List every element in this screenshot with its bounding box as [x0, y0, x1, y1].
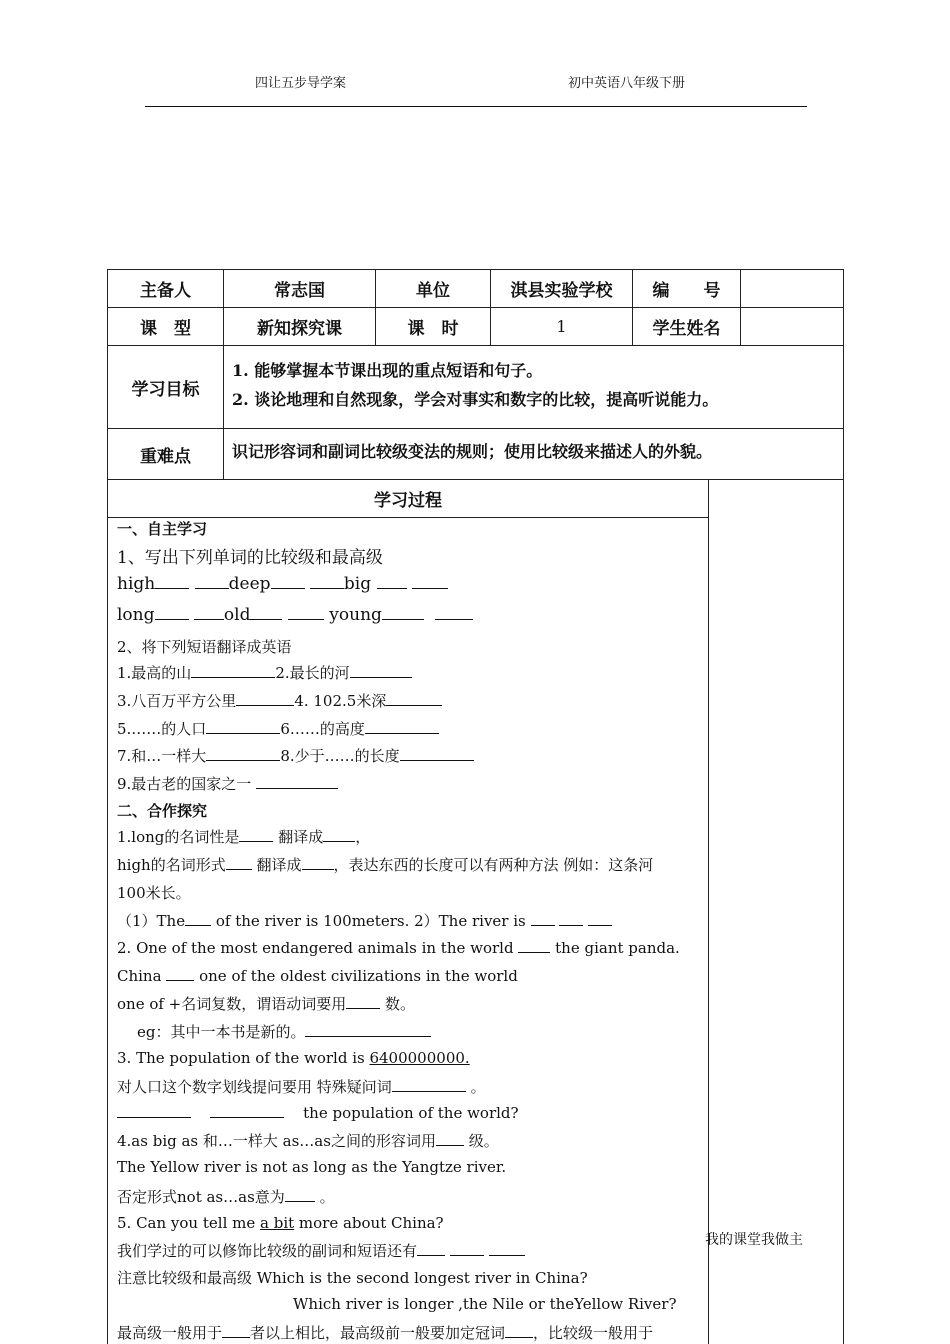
answer-blank[interactable] [346, 994, 380, 1009]
answer-blank[interactable] [191, 663, 275, 678]
answer-blank[interactable] [400, 746, 474, 761]
label-key-points: 重难点 [140, 446, 191, 467]
phrase-row-1 [117, 662, 412, 683]
answer-blank[interactable] [236, 691, 294, 706]
line-c18: Which river is longer ,the Nile or theYellow River? [293, 1295, 677, 1313]
goal-1: 1. 能够掌握本节课出现的重点短语和句子。 [232, 361, 543, 380]
goal-2: 2. 谈论地理和自然现象，学会对事实和数字的比较，提高听说能力。 [232, 390, 719, 409]
text: of the river is 100meters. 2）The river is [215, 912, 526, 930]
answer-blank[interactable] [518, 938, 550, 953]
text: 翻译成 [278, 828, 324, 846]
answer-blank[interactable] [206, 746, 280, 761]
answer-blank[interactable] [323, 827, 355, 842]
answer-blank[interactable] [436, 1131, 464, 1146]
line-c1 [117, 826, 370, 847]
text: 5. Can you tell me [117, 1214, 260, 1232]
label-goals: 学习目标 [131, 379, 200, 400]
answer-blank[interactable] [386, 691, 442, 706]
line-c13: The Yellow river is not as long as the Yangtze river. [117, 1158, 507, 1176]
answer-blank[interactable] [350, 663, 412, 678]
line-c8 [137, 1021, 431, 1042]
phrase-4: 4. 102.5米深 [294, 692, 387, 710]
phrase-8: 8.少于……的长度 [280, 747, 400, 765]
answer-blank[interactable] [222, 1323, 250, 1338]
text: 我们学过的可以修饰比较级的副词和短语还有 [117, 1242, 418, 1260]
answer-blank[interactable] [489, 1241, 525, 1256]
value-preparer: 常志国 [274, 281, 325, 301]
key-points-text: 识记形容词和副词比较级变法的规则；使用比较级来描述人的外貌。 [232, 442, 713, 461]
text: eg：其中一本书是新的。 [137, 1023, 306, 1041]
line-c17: 注意比较级和最高级 Which is the second longest river in China? [117, 1269, 588, 1287]
word-row-1 [117, 574, 448, 594]
text: 翻译成 [256, 856, 302, 874]
text: 数。 [385, 995, 416, 1013]
line-c2 [117, 854, 653, 875]
answer-blank[interactable] [206, 719, 280, 734]
text: ，比较级一般用于 [533, 1324, 654, 1342]
answer-blank[interactable] [382, 605, 424, 620]
answer-blank[interactable] [435, 605, 473, 620]
process-title: 学习过程 [374, 491, 442, 511]
line-c16 [117, 1240, 525, 1261]
text: more about China? [294, 1214, 444, 1232]
header-right: 初中英语八年级下册 [568, 76, 686, 91]
line-c3: 100米长。 [117, 884, 191, 902]
answer-blank[interactable] [559, 911, 583, 926]
text: 对人口这个数字划线提问要用 特殊疑问词 [117, 1078, 392, 1096]
answer-blank[interactable] [377, 574, 407, 589]
word-big: big [343, 574, 372, 594]
label-lesson-type: 课 型 [140, 319, 191, 339]
section-cooperative: 二、合作探究 [117, 802, 208, 820]
answer-blank[interactable] [256, 774, 338, 789]
answer-blank[interactable] [155, 574, 189, 589]
header-rule [145, 106, 807, 107]
text: （1）The [117, 912, 186, 930]
answer-blank[interactable] [185, 911, 211, 926]
question-2: 2、将下列短语翻译成英语 [117, 638, 292, 656]
side-note: 我的课堂我做主 [705, 1232, 803, 1248]
text: the giant panda. [555, 939, 680, 957]
answer-blank[interactable] [531, 911, 555, 926]
underlined-phrase: a bit [260, 1214, 295, 1232]
answer-blank[interactable] [155, 605, 189, 620]
answer-blank[interactable] [271, 574, 305, 589]
answer-blank[interactable] [412, 574, 448, 589]
answer-blank[interactable] [239, 827, 273, 842]
header-left: 四让五步导学案 [255, 76, 347, 91]
label-unit: 单位 [416, 281, 450, 301]
col-divider [708, 479, 709, 1344]
label-student-name: 学生姓名 [652, 319, 721, 339]
text: 级。 [468, 1132, 499, 1150]
phrase-6: 6……的高度 [280, 720, 365, 738]
text: 。 [319, 1188, 335, 1206]
section-self-study: 一、自主学习 [117, 520, 208, 538]
answer-blank[interactable] [117, 1103, 191, 1118]
value-lesson-type: 新知探究课 [257, 319, 342, 339]
text: 1.long的名词性是 [117, 828, 240, 846]
text: 者以上相比，最高级前一般要加定冠词 [250, 1324, 506, 1342]
text: ， [355, 828, 371, 846]
text: China [117, 967, 162, 985]
line-c7 [117, 993, 415, 1014]
text: one of +名词复数，谓语动词要用 [117, 995, 347, 1013]
underlined-number: 6400000000. [369, 1049, 470, 1067]
answer-blank[interactable] [392, 1077, 466, 1092]
line-c19 [117, 1322, 653, 1343]
phrase-2: 2.最长的河 [275, 664, 350, 682]
line-c9 [117, 1049, 470, 1067]
answer-blank[interactable] [450, 1241, 484, 1256]
word-old: old [223, 605, 251, 625]
answer-blank[interactable] [210, 1103, 284, 1118]
answer-blank[interactable] [194, 605, 224, 620]
label-period: 课 时 [407, 319, 459, 339]
answer-blank[interactable] [226, 855, 252, 870]
text: ，表达东西的长度可以有两种方法 例如：这条河 [333, 856, 654, 874]
text: 否定形式not as…as意为 [117, 1188, 285, 1206]
answer-blank[interactable] [195, 574, 229, 589]
phrase-9: 9.最古老的国家之一 [117, 775, 252, 793]
line-c4 [117, 910, 612, 931]
question-1: 1、写出下列单词的比较级和最高级 [117, 548, 383, 568]
answer-blank[interactable] [588, 911, 612, 926]
word-deep: deep [228, 574, 271, 594]
phrase-3: 3.八百万平方公里 [117, 692, 237, 710]
line-c12 [117, 1130, 499, 1151]
text: 2. One of the most endangered animals in the world [117, 939, 514, 957]
answer-blank[interactable] [250, 605, 282, 620]
answer-blank[interactable] [166, 966, 194, 981]
line-c5 [117, 938, 680, 957]
label-number: 编 号 [652, 281, 721, 301]
text: 4.as big as 和…一样大 as…as之间的形容词用 [117, 1132, 436, 1150]
line-c14 [117, 1186, 335, 1207]
col-divider [740, 269, 741, 345]
line-c11 [117, 1103, 519, 1122]
line-c15 [117, 1214, 444, 1232]
phrase-7: 7.和…一样大 [117, 747, 207, 765]
line-c6 [117, 966, 518, 985]
answer-blank[interactable] [505, 1323, 533, 1338]
value-unit: 淇县实验学校 [510, 281, 613, 301]
text: 。 [470, 1078, 486, 1096]
text: the population of the world? [303, 1104, 519, 1122]
phrase-5: 5.……的人口 [117, 720, 207, 738]
phrase-row-5 [117, 773, 338, 794]
answer-blank[interactable] [285, 1187, 315, 1202]
answer-blank[interactable] [302, 855, 334, 870]
answer-blank[interactable] [310, 574, 344, 589]
text: 最高级一般用于 [117, 1324, 223, 1342]
word-long: long [117, 605, 155, 625]
value-period: 1 [556, 317, 567, 336]
text: 3. The population of the world is [117, 1049, 370, 1067]
word-high: high [117, 574, 156, 594]
word-row-2 [117, 605, 473, 625]
answer-blank[interactable] [305, 1022, 431, 1037]
answer-blank[interactable] [365, 719, 439, 734]
phrase-row-4 [117, 745, 474, 766]
text: one of the oldest civilizations in the world [199, 967, 518, 985]
answer-blank[interactable] [417, 1241, 445, 1256]
answer-blank[interactable] [288, 605, 324, 620]
word-young: young [329, 605, 382, 625]
phrase-row-2 [117, 690, 442, 711]
label-preparer: 主备人 [140, 281, 191, 301]
text: high的名词形式 [117, 856, 226, 874]
phrase-1: 1.最高的山 [117, 664, 192, 682]
line-c10 [117, 1076, 486, 1097]
phrase-row-3 [117, 718, 439, 739]
